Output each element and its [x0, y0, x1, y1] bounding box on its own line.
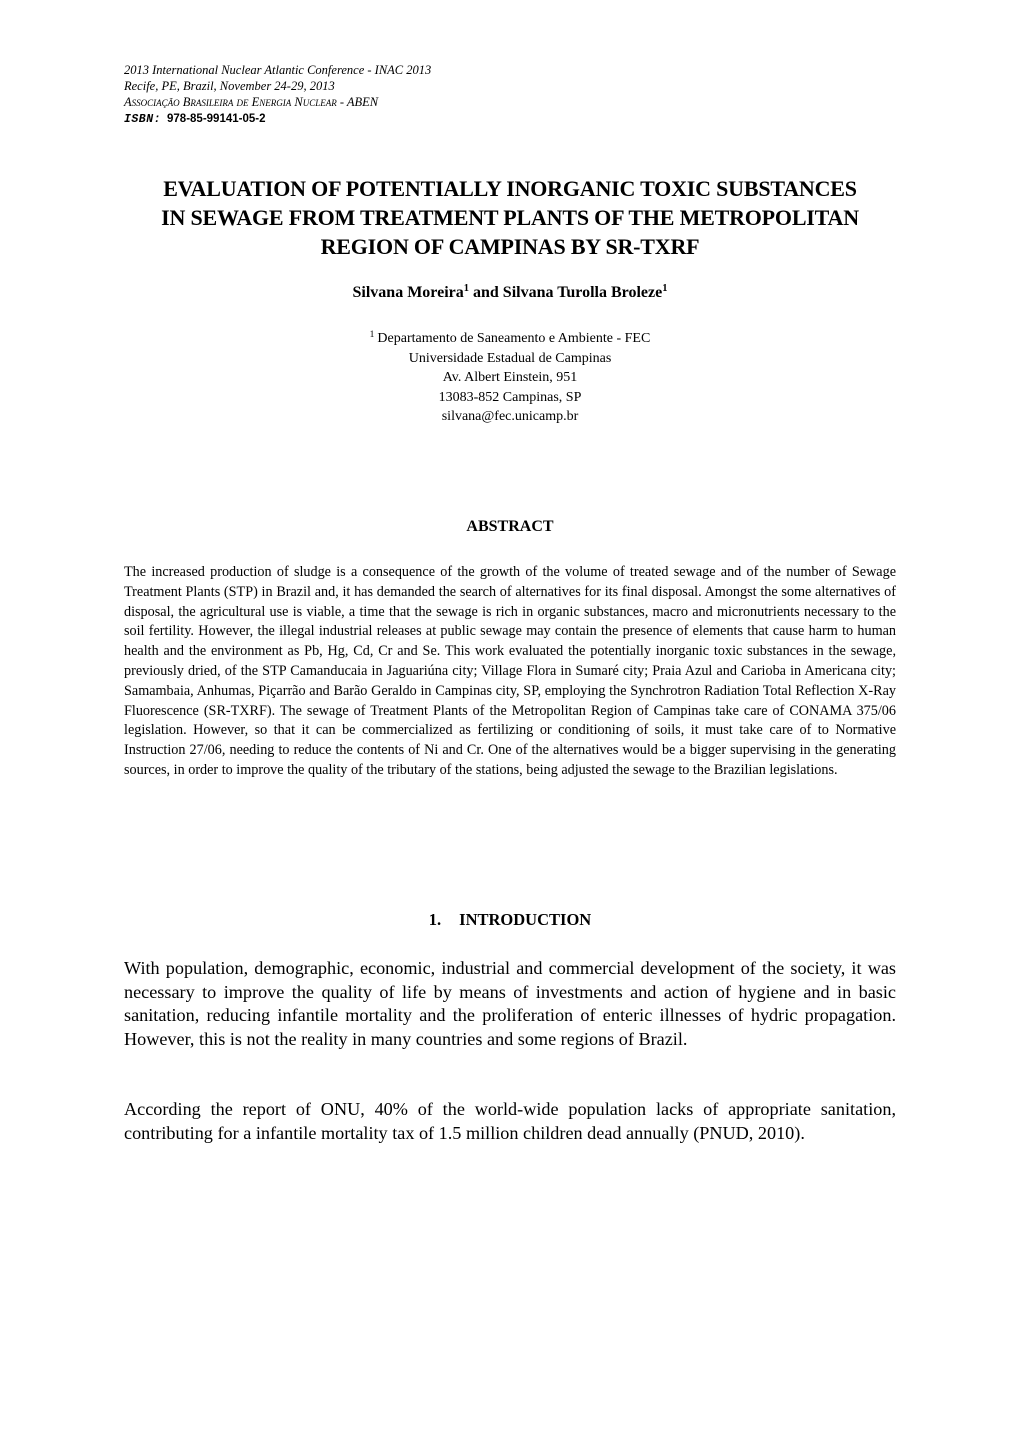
author-list	[100, 282, 920, 304]
isbn-value: 978-85-99141-05-2	[167, 113, 266, 125]
title-line-3: REGION OF CAMPINAS BY SR-TXRF	[320, 234, 700, 259]
section-title: INTRODUCTION	[459, 910, 592, 929]
affiliation-block	[100, 329, 920, 427]
section-number: 1.	[428, 910, 442, 929]
affiliation-department: Departamento de Saneamento e Ambiente - FEC	[377, 331, 651, 346]
abstract-heading: ABSTRACT	[466, 518, 554, 535]
paper-title	[100, 174, 920, 261]
title-line-2: IN SEWAGE FROM TREATMENT PLANTS OF THE METROPOLITAN	[161, 205, 859, 230]
introduction-paragraph-1: With population, demographic, economic, industrial and commercial development of the society, it was necessary to improve the quality of life by means of investments and action of hygiene and in basic sanitation, reducing infantile mortality and the proliferation of enteric illnesses of hydric propagation. However, this is not the reality in many countries and some regions of Brazil.	[124, 958, 896, 1049]
introduction-paragraph-2: According the report of ONU, 40% of the world-wide population lacks of appropriate sanitation, contributing for a infantile mortality tax of 1.5 million children dead annually (PNUD, 2010).	[124, 1099, 896, 1143]
title-line-1: EVALUATION OF POTENTIALLY INORGANIC TOXIC SUBSTANCES	[163, 176, 857, 201]
isbn-label: ISBN:	[124, 113, 162, 126]
author-name: Silvana Moreira	[352, 284, 464, 301]
author-name: Silvana Turolla Broleze	[502, 284, 663, 301]
conference-header	[124, 62, 724, 128]
conference-location-date: Recife, PE, Brazil, November 24-29, 2013	[124, 79, 335, 93]
conference-organizer: Associação Brasileira de Energia Nuclear - ABEN	[124, 95, 379, 109]
affiliation-street: Av. Albert Einstein, 951	[442, 370, 578, 385]
author-connector: and	[469, 284, 503, 301]
affiliation-email: silvana@fec.unicamp.br	[441, 409, 579, 424]
abstract-body: The increased production of sludge is a consequence of the growth of the volume of treated sewage and of the number of Sewage Treatment Plants (STP) in Brazil and, it has demanded the search of alternatives for its final disposal. Amongst the some alternatives of disposal, the agricultural use is viable, a time that the sewage is rich in organic substances, macro and micronutrients necessary to the soil fertility. However, the illegal industrial releases at public sewage may contain the presence of elements that cause harm to human health and the environment as Pb, Hg, Cd, Cr and Se. This work evaluated the potentially inorganic toxic substances in the sewage, previously dried, of the STP Camanducaia in Jaguariúna city; Village Flora in Sumaré city; Praia Azul and Carioba in Americana city; Samambaia, Anhumas, Piçarrão and Barão Geraldo in Campinas city, SP, employing the Synchrotron Radiation Total Reflection X-Ray Fluorescence (SR-TXRF). The sewage of Treatment Plants of the Metropolitan Region of Campinas take care of CONAMA 375/06 legislation. However, so that it can be commercialized as fertilizing or conditioning of soils, it must take care of to Normative Instruction 27/06, needing to reduce the contents of Ni and Cr. One of the alternatives would be a bigger supervising in the generating sources, in order to improve the quality of the tributary of the stations, being adjusted the sewage to the Brazilian legislations.	[124, 564, 896, 778]
affiliation-department-line	[100, 329, 920, 349]
isbn-row	[124, 110, 724, 128]
author-affiliation-mark: 1	[463, 283, 469, 294]
conference-name: 2013 International Nuclear Atlantic Conference - INAC 2013	[124, 63, 432, 77]
affiliation-city: 13083-852 Campinas, SP	[438, 389, 582, 405]
affiliation-mark: 1	[369, 330, 375, 340]
introduction-heading	[100, 909, 920, 931]
author-affiliation-mark: 1	[662, 283, 668, 294]
affiliation-university: Universidade Estadual de Campinas	[408, 350, 612, 366]
